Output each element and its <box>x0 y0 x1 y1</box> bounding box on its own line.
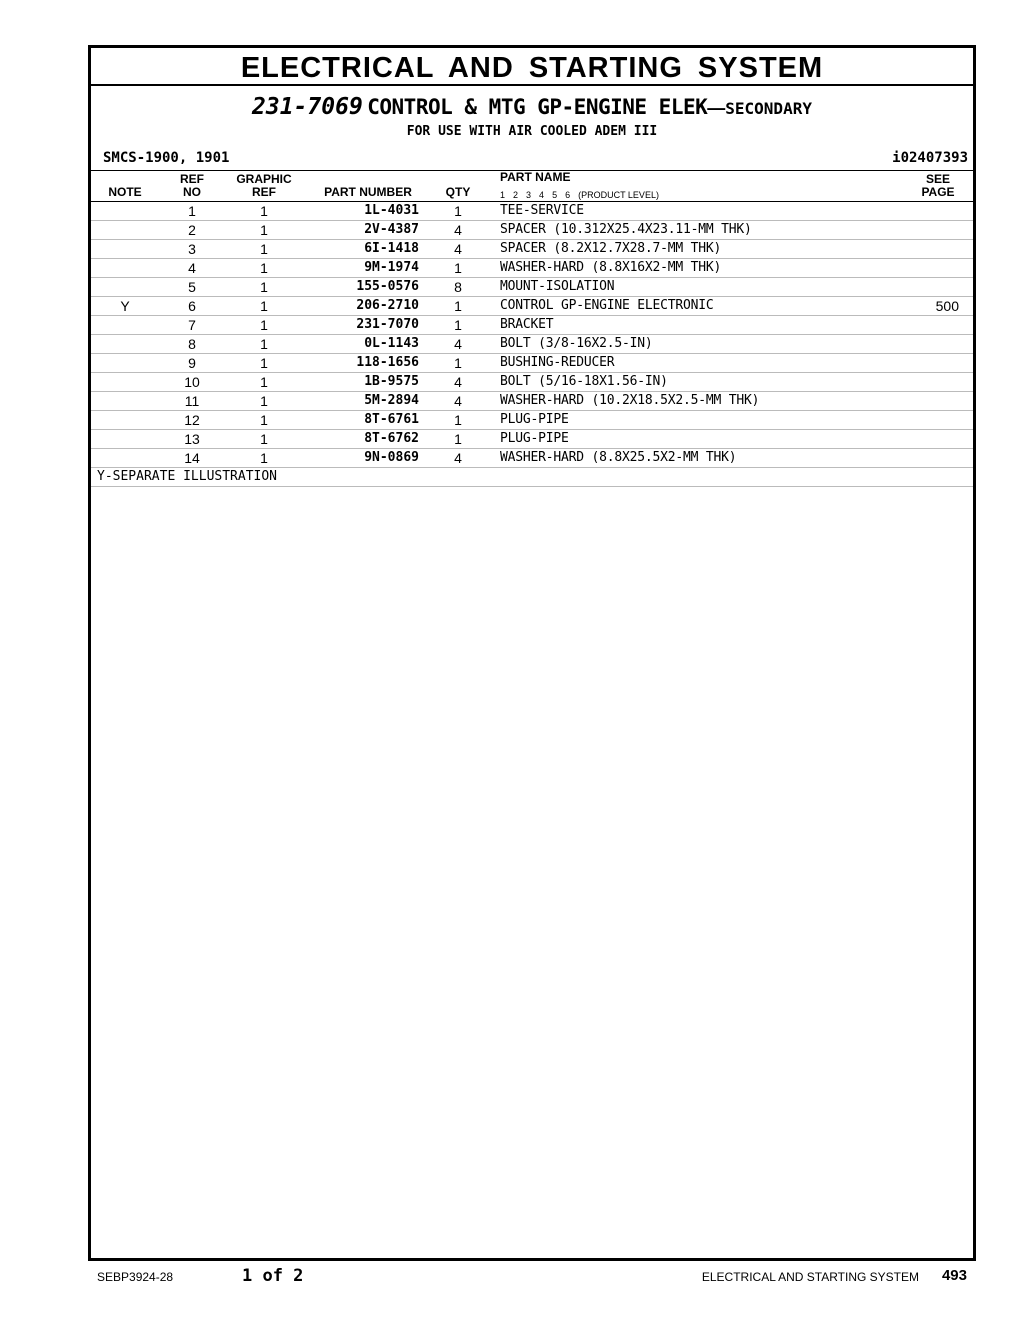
graphic-cell: 1 <box>260 374 268 390</box>
part-name-cell: WASHER-HARD (8.8X16X2-MM THK) <box>500 260 722 275</box>
part-number-cell: 0L-1143 <box>364 336 419 351</box>
graphic-cell: 1 <box>260 222 268 238</box>
ref-cell: 6 <box>188 298 196 314</box>
qty-cell: 4 <box>454 336 462 352</box>
part-number-cell: 206-2710 <box>356 298 419 313</box>
footnote: Y-SEPARATE ILLUSTRATION <box>97 469 278 484</box>
part-number-cell: 8T-6762 <box>364 431 419 446</box>
section-title: ELECTRICAL AND STARTING SYSTEM <box>91 48 973 86</box>
part-name-cell: PLUG-PIPE <box>500 412 569 427</box>
part-number-cell: 231-7070 <box>356 317 419 332</box>
ref-cell: 7 <box>188 317 196 333</box>
ref-cell: 10 <box>184 374 200 390</box>
level-1: 1 <box>500 190 506 200</box>
group-suffix: SECONDARY <box>725 99 812 118</box>
table-row <box>91 297 973 316</box>
graphic-cell: 1 <box>260 336 268 352</box>
part-name-cell: PLUG-PIPE <box>500 431 569 446</box>
part-number-cell: 155-0576 <box>356 279 419 294</box>
qty-cell: 4 <box>454 450 462 466</box>
part-name-cell: BUSHING-REDUCER <box>500 355 615 370</box>
table-row <box>91 430 973 449</box>
qty-cell: 4 <box>454 374 462 390</box>
group-subtitle: FOR USE WITH AIR COOLED ADEM III <box>406 124 658 139</box>
column-header <box>91 170 973 202</box>
graphic-cell: 1 <box>260 298 268 314</box>
qty-cell: 4 <box>454 241 462 257</box>
graphic-cell: 1 <box>260 203 268 219</box>
ref-cell: 4 <box>188 260 196 276</box>
table-row <box>91 411 973 430</box>
qty-cell: 8 <box>454 279 462 295</box>
graphic-cell: 1 <box>260 431 268 447</box>
graphic-cell: 1 <box>260 279 268 295</box>
levels-label: (PRODUCT LEVEL) <box>578 190 659 200</box>
part-name-cell: WASHER-HARD (8.8X25.5X2-MM THK) <box>500 450 737 465</box>
group-dash: — <box>707 98 726 118</box>
part-number-cell: 6I-1418 <box>364 241 419 256</box>
part-name-cell: BRACKET <box>500 317 554 332</box>
group-name: CONTROL & MTG GP-ENGINE ELEK <box>367 95 708 119</box>
graphic-cell: 1 <box>260 355 268 371</box>
part-name-cell: BOLT (5/16-18X1.56-IN) <box>500 374 668 389</box>
qty-cell: 1 <box>454 298 462 314</box>
table-row <box>91 259 973 278</box>
qty-cell: 1 <box>454 317 462 333</box>
level-3: 3 <box>526 190 532 200</box>
part-name-cell: BOLT (3/8-16X2.5-IN) <box>500 336 653 351</box>
qty-cell: 1 <box>454 260 462 276</box>
part-name-cell: SPACER (8.2X12.7X28.7-MM THK) <box>500 241 722 256</box>
qty-cell: 1 <box>454 431 462 447</box>
table-row <box>91 202 973 221</box>
ref-cell: 1 <box>188 203 196 219</box>
part-number-cell: 8T-6761 <box>364 412 419 427</box>
header-graphic-bottom: REF <box>252 185 276 199</box>
ref-cell: 5 <box>188 279 196 295</box>
qty-cell: 1 <box>454 355 462 371</box>
part-number-cell: 118-1656 <box>356 355 419 370</box>
part-number-cell: 2V-4387 <box>364 222 419 237</box>
smcs-row <box>91 148 973 170</box>
ref-cell: 14 <box>184 450 200 466</box>
qty-cell: 4 <box>454 222 462 238</box>
level-2: 2 <box>513 190 519 200</box>
page-footer <box>0 1266 1020 1290</box>
footnote-row <box>91 468 973 487</box>
header-part-number: PART NUMBER <box>324 185 412 199</box>
ref-cell: 13 <box>184 431 200 447</box>
graphic-cell: 1 <box>260 241 268 257</box>
qty-cell: 1 <box>454 412 462 428</box>
graphic-cell: 1 <box>260 260 268 276</box>
level-6: 6 <box>565 190 571 200</box>
smcs-code: SMCS-1900, 1901 <box>103 150 230 166</box>
table-row <box>91 449 973 468</box>
illustration-id: i02407393 <box>892 150 968 166</box>
graphic-cell: 1 <box>260 317 268 333</box>
ref-cell: 2 <box>188 222 196 238</box>
table-row <box>91 335 973 354</box>
header-part-name: PART NAME <box>500 170 571 184</box>
table-row <box>91 240 973 259</box>
graphic-cell: 1 <box>260 412 268 428</box>
qty-cell: 4 <box>454 393 462 409</box>
footer-section: ELECTRICAL AND STARTING SYSTEM <box>701 1270 919 1284</box>
part-name-cell: MOUNT-ISOLATION <box>500 279 615 294</box>
header-note: NOTE <box>108 185 142 199</box>
table-row <box>91 316 973 335</box>
part-number-cell: 5M-2894 <box>364 393 419 408</box>
parts-table-body <box>91 202 973 487</box>
table-row <box>91 221 973 240</box>
page-of: 1 of 2 <box>242 1266 304 1286</box>
ref-cell: 11 <box>184 393 200 409</box>
table-row <box>91 354 973 373</box>
header-graphic-top: GRAPHIC <box>236 172 292 186</box>
part-number-cell: 1L-4031 <box>364 203 419 218</box>
note-cell: Y <box>120 298 130 314</box>
page-frame <box>88 45 976 1261</box>
header-product-levels <box>500 189 667 202</box>
part-number-cell: 9M-1974 <box>364 260 419 275</box>
level-4: 4 <box>539 190 545 200</box>
part-name-cell: CONTROL GP-ENGINE ELECTRONIC <box>500 298 714 313</box>
graphic-cell: 1 <box>260 393 268 409</box>
table-row <box>91 392 973 411</box>
part-name-cell: SPACER (10.312X25.4X23.11-MM THK) <box>500 222 752 237</box>
qty-cell: 1 <box>454 203 462 219</box>
ref-cell: 9 <box>188 355 196 371</box>
header-see-top: SEE <box>925 172 950 186</box>
part-number-cell: 9N-0869 <box>364 450 419 465</box>
graphic-cell: 1 <box>260 450 268 466</box>
table-row <box>91 373 973 392</box>
ref-cell: 3 <box>188 241 196 257</box>
part-name-cell: WASHER-HARD (10.2X18.5X2.5-MM THK) <box>500 393 760 408</box>
table-row <box>91 278 973 297</box>
group-title <box>91 93 973 124</box>
header-qty: QTY <box>445 185 471 199</box>
ref-cell: 8 <box>188 336 196 352</box>
part-number-cell: 1B-9575 <box>364 374 419 389</box>
header-ref-bottom: NO <box>183 185 201 199</box>
part-name-cell: TEE-SERVICE <box>500 203 584 218</box>
page-number: 493 <box>941 1267 967 1284</box>
level-5: 5 <box>552 190 558 200</box>
header-see-bottom: PAGE <box>921 185 955 199</box>
see-page-cell: 500 <box>935 298 959 314</box>
group-number: 231-7069 <box>252 94 363 120</box>
ref-cell: 12 <box>184 412 200 428</box>
header-ref-top: REF <box>180 172 204 186</box>
document-number: SEBP3924-28 <box>97 1270 174 1284</box>
